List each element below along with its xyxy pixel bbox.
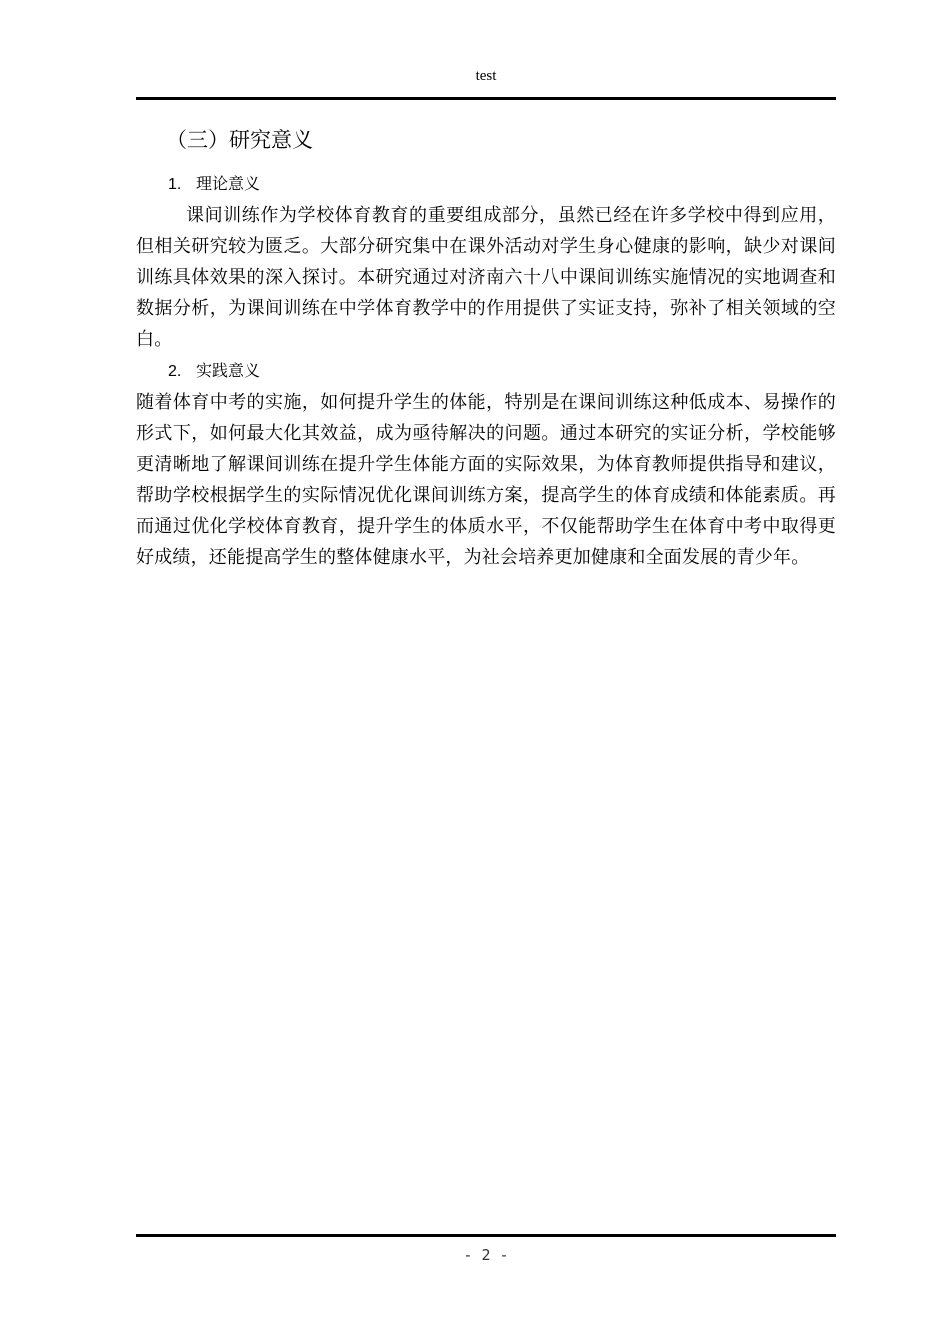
section-title: （三）研究意义 (166, 128, 313, 152)
subsection-number: 1. (168, 176, 182, 193)
header-rule (136, 97, 836, 100)
paragraph-practice: 随着体育中考的实施，如何提升学生的体能，特别是在课间训练这种低成本、易操作的形式下，如何最大化其效益，成为亟待解决的问题。通过本研究的实证分析，学校能够更清晰地了解课间训练在提升学生体能方面的实际效果，为体育教师提供指导和建议，帮助学校根据学生的实际情况优化课间训练方案，提高学生的体育成绩和体能素质。再而通过优化学校体育教育，提升学生的体质水平，不仅能帮助学生在体育中考中取得更好成绩，还能提高学生的整体健康水平，为社会培养更加健康和全面发展的青少年。 (136, 392, 836, 568)
paragraph-theory: 课间训练作为学校体育教育的重要组成部分，虽然已经在许多学校中得到应用，但相关研究较为匮乏。大部分研究集中在课外活动对学生身心健康的影响，缺少对课间训练具体效果的深入探讨。本研究通过对济南六十八中课间训练实施情况的实地调查和数据分析，为课间训练在中学体育教学中的作用提供了实证支持，弥补了相关领域的空白。 (136, 205, 836, 350)
page-header: test (475, 68, 497, 84)
document-body (136, 120, 836, 573)
subsection-heading-practice (168, 355, 836, 387)
page-number: - 2 - (463, 1246, 509, 1264)
footer-rule (136, 1234, 836, 1237)
subsection-title: 实践意义 (196, 361, 261, 380)
subsection-number: 2. (168, 363, 182, 380)
subsection-title: 理论意义 (196, 174, 261, 193)
subsection-heading-theory (168, 168, 836, 200)
